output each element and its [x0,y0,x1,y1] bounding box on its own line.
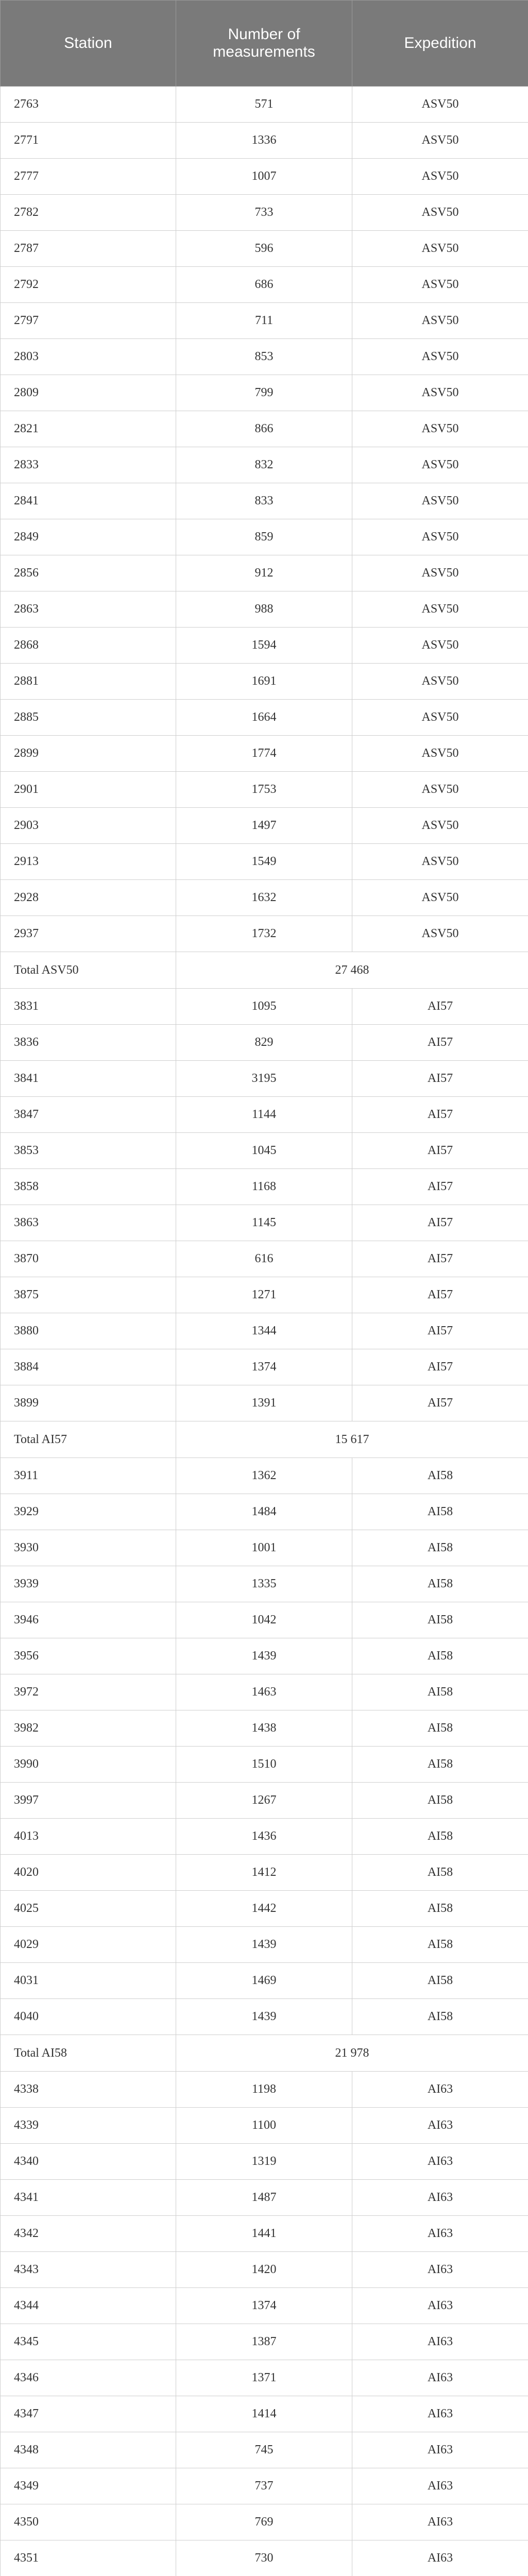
expedition-cell: ASV50 [352,231,528,267]
table-row [1,1385,528,1421]
expedition-cell: ASV50 [352,916,528,952]
table-row [1,1097,528,1133]
expedition-total-row [1,952,528,989]
station-cell: 3939 [1,1566,176,1602]
table-row [1,1205,528,1241]
table-row [1,844,528,880]
expedition-cell: AI57 [352,1241,528,1277]
measurements-cell: 730 [176,2540,352,2576]
expedition-cell: ASV50 [352,880,528,916]
station-cell: 2856 [1,555,176,591]
station-cell: 2885 [1,700,176,736]
table-row [1,700,528,736]
table-row [1,989,528,1025]
expedition-cell: AI63 [352,2324,528,2360]
table-row [1,1025,528,1061]
expedition-cell: ASV50 [352,123,528,159]
table-row [1,1819,528,1855]
station-cell: 4346 [1,2360,176,2396]
expedition-cell: ASV50 [352,303,528,339]
station-cell: 4341 [1,2180,176,2216]
expedition-cell: ASV50 [352,195,528,231]
station-cell: 2928 [1,880,176,916]
expedition-cell: AI58 [352,1566,528,1602]
measurements-cell: 1374 [176,2288,352,2324]
measurements-cell: 1463 [176,1674,352,1710]
expedition-cell: AI63 [352,2180,528,2216]
measurements-cell: 1319 [176,2144,352,2180]
measurements-cell: 616 [176,1241,352,1277]
measurements-cell: 1487 [176,2180,352,2216]
expedition-cell: AI63 [352,2540,528,2576]
measurements-cell: 1774 [176,736,352,772]
measurements-cell: 853 [176,339,352,375]
expedition-cell: AI57 [352,1313,528,1349]
station-cell: 4031 [1,1963,176,1999]
table-row [1,1241,528,1277]
station-cell: 4345 [1,2324,176,2360]
station-cell: 4020 [1,1855,176,1891]
expedition-cell: ASV50 [352,844,528,880]
measurements-cell: 1335 [176,1566,352,1602]
table-row [1,1710,528,1747]
table-body [1,87,528,2576]
expedition-cell: AI57 [352,1349,528,1385]
table-row [1,411,528,447]
expedition-cell: ASV50 [352,159,528,195]
station-cell: 3911 [1,1458,176,1494]
measurements-cell: 1391 [176,1385,352,1421]
measurements-cell: 1344 [176,1313,352,1349]
table-row [1,808,528,844]
station-cell: 3982 [1,1710,176,1747]
station-cell: 3841 [1,1061,176,1097]
station-cell: 3858 [1,1169,176,1205]
measurements-cell: 1439 [176,1999,352,2035]
table-row [1,2216,528,2252]
station-cell: 4013 [1,1819,176,1855]
station-cell: 2803 [1,339,176,375]
station-cell: 4025 [1,1891,176,1927]
table-row [1,1783,528,1819]
station-cell: 4351 [1,2540,176,2576]
station-cell: 3929 [1,1494,176,1530]
expedition-cell: ASV50 [352,447,528,483]
station-cell: 2782 [1,195,176,231]
expedition-cell: AI58 [352,1855,528,1891]
table-row [1,1313,528,1349]
table-row [1,628,528,664]
table-row [1,772,528,808]
measurements-cell: 571 [176,87,352,123]
expedition-cell: ASV50 [352,664,528,700]
header-row [1,1,528,87]
table-row [1,1674,528,1710]
measurements-cell: 988 [176,591,352,628]
table-row [1,1277,528,1313]
measurements-cell: 1198 [176,2072,352,2108]
station-cell: 3972 [1,1674,176,1710]
expedition-cell: AI63 [352,2432,528,2468]
table-row [1,916,528,952]
table-row [1,2396,528,2432]
table-row [1,303,528,339]
measurements-cell: 832 [176,447,352,483]
measurements-cell: 1371 [176,2360,352,2396]
table-row [1,195,528,231]
measurements-cell: 711 [176,303,352,339]
expedition-cell: AI63 [352,2360,528,2396]
expedition-cell: AI58 [352,1458,528,1494]
table-row [1,1927,528,1963]
measurements-cell: 1497 [176,808,352,844]
table-row [1,1566,528,1602]
station-cell: 3870 [1,1241,176,1277]
table-row [1,1855,528,1891]
measurements-cell: 1632 [176,880,352,916]
station-cell: 4040 [1,1999,176,2035]
station-cell: 2841 [1,483,176,519]
measurements-cell: 1594 [176,628,352,664]
table-row [1,2468,528,2504]
total-label: Total AI57 [1,1421,176,1458]
expedition-cell: AI57 [352,1205,528,1241]
station-cell: 2763 [1,87,176,123]
station-cell: 2937 [1,916,176,952]
expedition-cell: AI57 [352,1385,528,1421]
expedition-cell: AI58 [352,1891,528,1927]
measurements-cell: 859 [176,519,352,555]
measurements-cell: 596 [176,231,352,267]
expedition-cell: ASV50 [352,700,528,736]
station-cell: 4344 [1,2288,176,2324]
table-row [1,2324,528,2360]
expedition-cell: AI63 [352,2216,528,2252]
measurements-cell: 1549 [176,844,352,880]
table-row [1,2504,528,2540]
expedition-total-row [1,2035,528,2072]
table-row [1,2180,528,2216]
expedition-cell: AI63 [352,2144,528,2180]
measurements-cell: 829 [176,1025,352,1061]
measurements-cell: 1420 [176,2252,352,2288]
measurements-cell: 1100 [176,2108,352,2144]
station-cell: 2881 [1,664,176,700]
table-row [1,159,528,195]
table-row [1,1133,528,1169]
measurements-cell: 1045 [176,1133,352,1169]
table-row [1,2540,528,2576]
measurements-cell: 1469 [176,1963,352,1999]
table-row [1,591,528,628]
station-cell: 3997 [1,1783,176,1819]
station-cell: 2809 [1,375,176,411]
expedition-total-row [1,1421,528,1458]
measurements-cell: 866 [176,411,352,447]
station-cell: 2797 [1,303,176,339]
table-row [1,2432,528,2468]
station-cell: 3875 [1,1277,176,1313]
station-cell: 3946 [1,1602,176,1638]
table-row [1,1349,528,1385]
station-cell: 4347 [1,2396,176,2432]
expedition-cell: AI57 [352,1277,528,1313]
station-cell: 4338 [1,2072,176,2108]
measurements-cell: 1267 [176,1783,352,1819]
expedition-cell: AI57 [352,1169,528,1205]
table-row [1,1458,528,1494]
measurements-cell: 1664 [176,700,352,736]
measurements-cell: 769 [176,2504,352,2540]
expedition-cell: AI58 [352,1747,528,1783]
total-label: Total AI58 [1,2035,176,2072]
measurements-cell: 1441 [176,2216,352,2252]
measurements-cell: 1436 [176,1819,352,1855]
measurements-cell: 1042 [176,1602,352,1638]
station-cell: 2863 [1,591,176,628]
expedition-cell: AI57 [352,1097,528,1133]
table-row [1,1530,528,1566]
station-cell: 3853 [1,1133,176,1169]
station-cell: 4343 [1,2252,176,2288]
measurements-cell: 1001 [176,1530,352,1566]
expedition-cell: AI63 [352,2072,528,2108]
expedition-cell: ASV50 [352,555,528,591]
table-row [1,483,528,519]
measurements-cell: 1144 [176,1097,352,1133]
expedition-cell: AI58 [352,1819,528,1855]
expedition-cell: AI57 [352,1133,528,1169]
table-row [1,1999,528,2035]
expedition-cell: ASV50 [352,808,528,844]
table-row [1,519,528,555]
table-row [1,1602,528,1638]
table-row [1,87,528,123]
table-row [1,2288,528,2324]
expedition-cell: AI63 [352,2252,528,2288]
expedition-cell: AI58 [352,1674,528,1710]
station-cell: 4342 [1,2216,176,2252]
expedition-cell: AI58 [352,1710,528,1747]
station-cell: 2901 [1,772,176,808]
expedition-cell: AI58 [352,1494,528,1530]
measurements-cell: 1145 [176,1205,352,1241]
station-cell: 3831 [1,989,176,1025]
station-cell: 2792 [1,267,176,303]
measurements-cell: 1095 [176,989,352,1025]
station-cell: 2913 [1,844,176,880]
station-cell: 4349 [1,2468,176,2504]
station-cell: 2899 [1,736,176,772]
measurements-cell: 912 [176,555,352,591]
expedition-header: Expedition [352,1,528,87]
table-row [1,880,528,916]
total-label: Total ASV50 [1,952,176,989]
station-header: Station [1,1,176,87]
measurements-cell: 1414 [176,2396,352,2432]
station-cell: 4339 [1,2108,176,2144]
measurements-cell: 1510 [176,1747,352,1783]
measurements-cell: 737 [176,2468,352,2504]
table-row [1,2072,528,2108]
station-cell: 3863 [1,1205,176,1241]
table-row [1,123,528,159]
measurements-cell: 686 [176,267,352,303]
measurements-cell: 1732 [176,916,352,952]
table-row [1,1747,528,1783]
station-cell: 2833 [1,447,176,483]
measurements-cell: 1271 [176,1277,352,1313]
measurements-cell: 733 [176,195,352,231]
measurements-cell: 799 [176,375,352,411]
station-cell: 3884 [1,1349,176,1385]
measurements-cell: 1336 [176,123,352,159]
station-cell: 2868 [1,628,176,664]
expedition-cell: AI58 [352,1783,528,1819]
table-row [1,375,528,411]
table-row [1,555,528,591]
measurements-cell: 3195 [176,1061,352,1097]
expedition-cell: AI63 [352,2108,528,2144]
table-row [1,1963,528,1999]
measurements-cell: 1387 [176,2324,352,2360]
total-value: 21 978 [176,2035,528,2072]
table-row [1,231,528,267]
expedition-cell: ASV50 [352,736,528,772]
expedition-cell: AI58 [352,1638,528,1674]
expedition-cell: AI57 [352,1025,528,1061]
table-row [1,736,528,772]
station-cell: 4348 [1,2432,176,2468]
station-cell: 4340 [1,2144,176,2180]
station-cell: 3990 [1,1747,176,1783]
station-cell: 2849 [1,519,176,555]
measurements-cell: 745 [176,2432,352,2468]
measurements-cell: 1007 [176,159,352,195]
station-cell: 2787 [1,231,176,267]
measurements-header: Number of measurements [176,1,352,87]
expedition-cell: AI57 [352,989,528,1025]
total-value: 15 617 [176,1421,528,1458]
expedition-cell: ASV50 [352,483,528,519]
expedition-cell: AI63 [352,2504,528,2540]
table-row [1,1638,528,1674]
station-cell: 3847 [1,1097,176,1133]
measurements-cell: 1412 [176,1855,352,1891]
measurements-cell: 1753 [176,772,352,808]
expedition-cell: ASV50 [352,628,528,664]
measurements-cell: 1691 [176,664,352,700]
table-row [1,339,528,375]
table-row [1,2252,528,2288]
measurements-cell: 1362 [176,1458,352,1494]
expedition-cell: AI58 [352,1602,528,1638]
table-row [1,2108,528,2144]
table-row [1,447,528,483]
table-row [1,2144,528,2180]
table-row [1,1061,528,1097]
measurements-cell: 1168 [176,1169,352,1205]
expedition-cell: ASV50 [352,411,528,447]
station-cell: 2777 [1,159,176,195]
station-cell: 2821 [1,411,176,447]
station-cell: 3956 [1,1638,176,1674]
expedition-cell: AI58 [352,1999,528,2035]
expedition-cell: ASV50 [352,267,528,303]
station-cell: 4029 [1,1927,176,1963]
table-row [1,1169,528,1205]
station-cell: 3836 [1,1025,176,1061]
measurements-cell: 1439 [176,1638,352,1674]
expedition-cell: AI58 [352,1927,528,1963]
expedition-cell: ASV50 [352,87,528,123]
expedition-cell: AI63 [352,2396,528,2432]
expedition-cell: ASV50 [352,591,528,628]
station-cell: 3899 [1,1385,176,1421]
measurements-cell: 1374 [176,1349,352,1385]
station-cell: 3930 [1,1530,176,1566]
expedition-cell: ASV50 [352,339,528,375]
expedition-cell: AI58 [352,1530,528,1566]
expedition-cell: ASV50 [352,772,528,808]
station-cell: 3880 [1,1313,176,1349]
total-value: 27 468 [176,952,528,989]
expedition-cell: AI63 [352,2468,528,2504]
measurements-cell: 833 [176,483,352,519]
expedition-cell: AI58 [352,1963,528,1999]
measurements-cell: 1439 [176,1927,352,1963]
measurements-cell: 1438 [176,1710,352,1747]
measurements-cell: 1442 [176,1891,352,1927]
station-cell: 2771 [1,123,176,159]
table-row [1,664,528,700]
table-row [1,1494,528,1530]
expedition-cell: ASV50 [352,375,528,411]
expedition-cell: ASV50 [352,519,528,555]
table-row [1,2360,528,2396]
expedition-cell: AI63 [352,2288,528,2324]
station-cell: 4350 [1,2504,176,2540]
expedition-cell: AI57 [352,1061,528,1097]
table-row [1,267,528,303]
table-row [1,1891,528,1927]
measurements-cell: 1484 [176,1494,352,1530]
station-cell: 2903 [1,808,176,844]
